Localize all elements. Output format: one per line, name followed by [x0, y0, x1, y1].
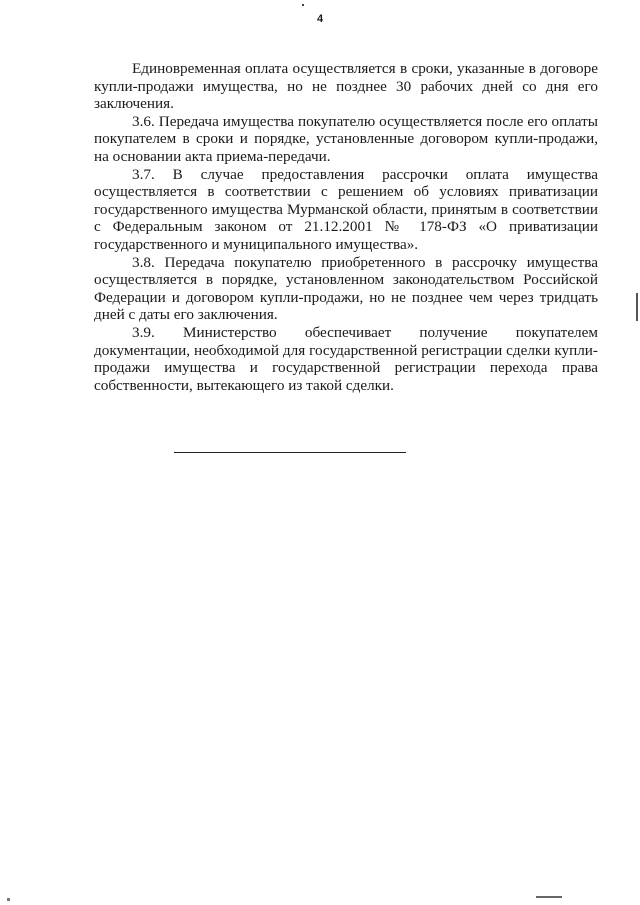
paragraph-3-7: 3.7. В случае предоставления рассрочки оплата имущества осуществляется в соответствии с решением об условиях приватизации государственного имущества Мурманской области, принятым в соответствии с Федеральным законом от 21.12.2001 № 178-ФЗ «О приватизации государственного и муниципального имущества».: [94, 165, 598, 253]
paragraph-3-9: 3.9. Министерство обеспечивает получение покупателем документации, необходимой для государственной регистрации сделки купли-продажи имущества и государственной регистрации перехода права собственности, вытекающего из такой сделки.: [94, 323, 598, 394]
end-of-text-divider: [174, 452, 406, 453]
paragraph-3-6: 3.6. Передача имущества покупателю осуществляется после его оплаты покупателем в сроки и порядке, установленные договором купли-продажи, на основании акта приема-передачи.: [94, 112, 598, 165]
scan-artifact-dot: [302, 4, 304, 6]
scan-artifact-corner-right: [536, 896, 562, 898]
document-body: [94, 60, 598, 394]
scan-artifact-side-mark: [636, 293, 638, 321]
paragraph-lump-sum-payment: Единовременная оплата осуществляется в сроки, указанные в договоре купли-продажи имущества, но не позднее 30 рабочих дней со дня его заключения.: [94, 60, 598, 113]
page-number: 4: [316, 13, 324, 25]
paragraph-3-8: 3.8. Передача покупателю приобретенного в рассрочку имущества осуществляется в порядке, установленном законодательством Российской Федерации и договором купли-продажи, но не позднее чем через тридцать дней с даты его заключения.: [94, 253, 598, 324]
scan-artifact-corner-left: [7, 898, 10, 901]
